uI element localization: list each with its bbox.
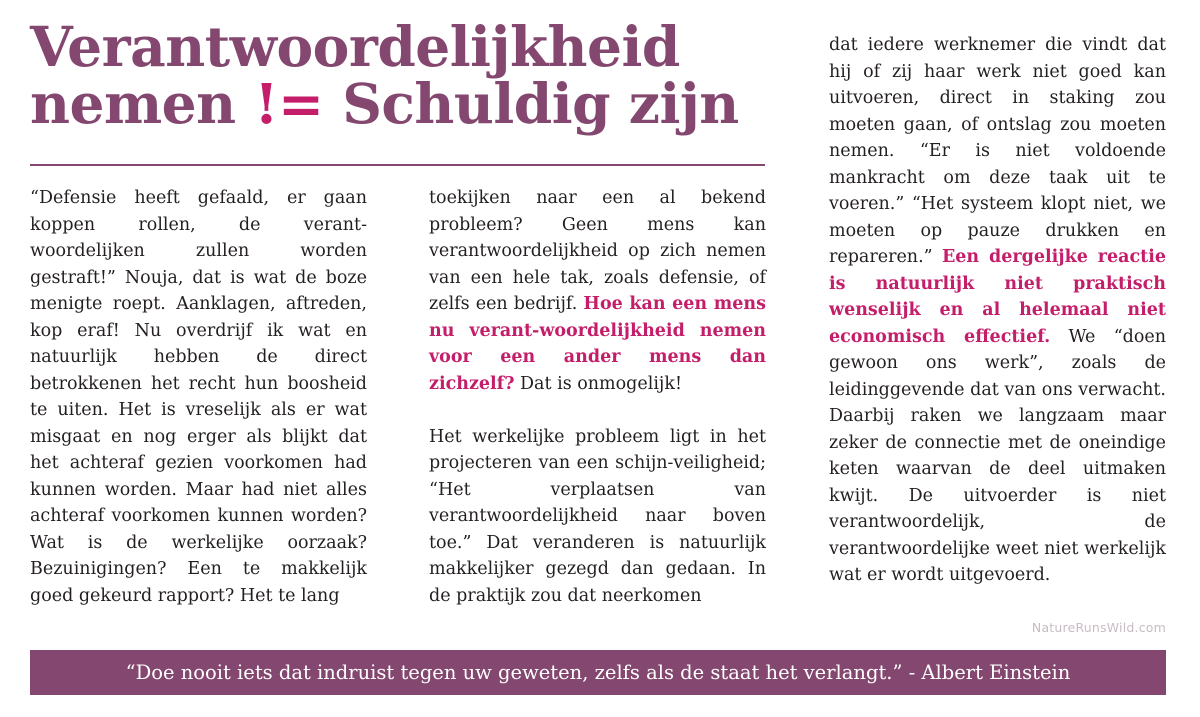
title-line-1: Verantwoordelijkheid — [30, 14, 680, 79]
text-column-2 — [429, 185, 766, 609]
title-word-schuldig: Schuldig zijn — [323, 71, 739, 136]
quote-banner — [30, 650, 1166, 695]
quote-text: “Doe nooit iets dat indruist tegen uw geweten, zelfs als de staat het verlangt.” - Albert Einstein — [125, 661, 1071, 684]
not-equal-symbol: != — [254, 71, 324, 136]
paragraph-text: Dat is onmogelijk! — [514, 373, 682, 394]
title-divider — [30, 164, 765, 166]
title-word-nemen: nemen — [30, 71, 255, 136]
paragraph — [829, 32, 1166, 589]
paragraph-text: dat iedere werknemer die vindt dat hij of zij haar werk niet goed kan uitvoeren, direct in staking zou moeten gaan, of ontslag zou moeten nemen. “Er is niet voldoende mankracht om deze taak uit te voeren.” “Het systeem klopt niet, we moeten op pauze drukken en repareren.” — [829, 35, 1166, 267]
highlighted-statement: Een dergelijke reactie is natuurlijk niet praktisch wenselijk en al helemaal niet economisch effectief. — [829, 247, 1166, 347]
paragraph: Het werkelijke probleem ligt in het projecteren van een schijn-veiligheid; “Het verplaatsen van verantwoordelijkheid naar boven toe.” Dat veranderen is natuurlijk makkelijker gezegd dan gedaan. In de praktijk zou dat neerkomen — [429, 426, 766, 606]
text-column-1 — [30, 185, 367, 609]
text-column-3 — [829, 32, 1166, 589]
title-line-2 — [30, 71, 770, 136]
paragraph: “Defensie heeft gefaald, er gaan koppen rollen, de verant-woordelijken zullen worden gestraft!” Nouja, dat is wat de boze menigte roept. Aanklagen, aftreden, kop eraf! Nu overdrijf ik wat en natuurlijk hebben de direct betrokkenen het recht hun boosheid te uiten. Het is vreselijk als er wat misgaat en nog erger als blijkt dat het achteraf gezien voorkomen had kunnen worden. Maar had niet alles achteraf voorkomen kunnen worden? Wat is de werkelijke oorzaak? Bezuinigingen? Een te makkelijk goed gekeurd rapport? Het te lang — [30, 188, 367, 606]
article-title — [30, 14, 770, 136]
highlighted-question: Hoe kan een mens nu verant-woordelijkheid nemen voor een ander mens dan zichzelf? — [429, 294, 766, 394]
paragraph-text: toekijken naar een al bekend probleem? Geen mens kan verantwoordelijkheid op zich nemen van een hele tak, zoals defensie, of zelfs een bedrijf. — [429, 188, 766, 314]
paragraph-text: We “doen gewoon ons werk”, zoals de leidinggevende dat van ons verwacht. Daarbij raken we langzaam maar zeker de connectie met de oneindige keten waarvan de deel uitmaken kwijt. De uitvoerder is niet verantwoordelijk, de verantwoordelijke weet niet werkelijk wat er wordt uitgevoerd. — [829, 326, 1166, 585]
paragraph-gap — [429, 397, 766, 424]
site-credit: NatureRunsWild.com — [1031, 620, 1166, 635]
paragraph — [429, 185, 766, 397]
